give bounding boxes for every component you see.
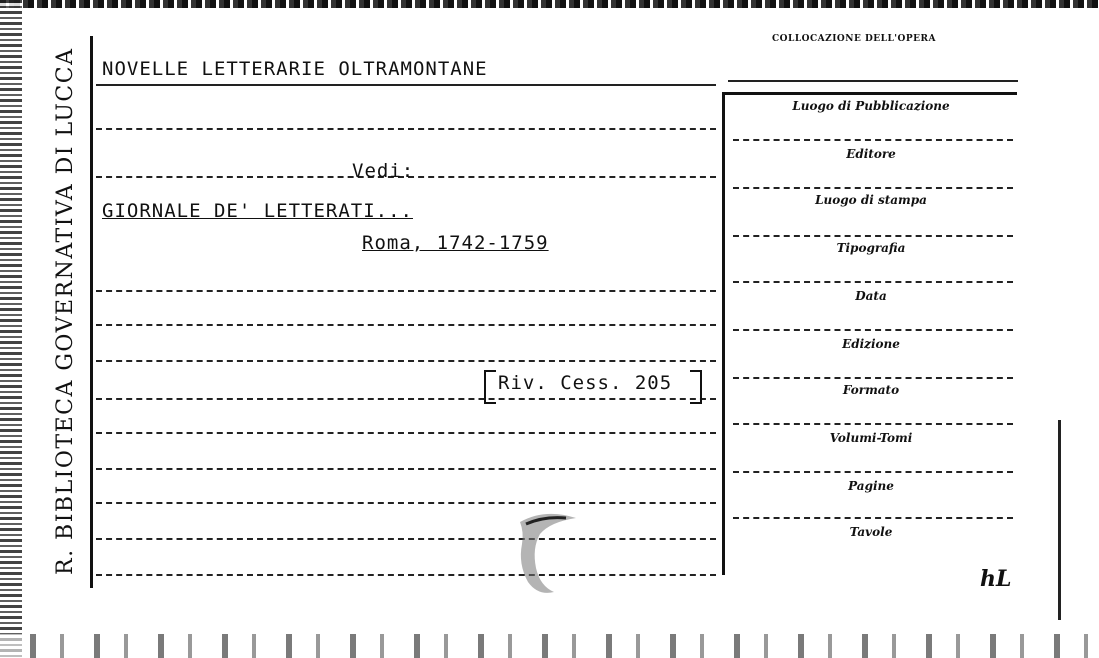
margin-line [90, 36, 93, 588]
right-edge-line [1058, 420, 1061, 620]
field-rule-2 [733, 187, 1013, 189]
card-title: NOVELLE LETTERARIE OLTRAMONTANE [102, 58, 488, 80]
rule-7 [96, 398, 716, 400]
field-volumi-tomi: Volumi-Tomi [829, 431, 913, 445]
reference-title: GIORNALE DE' LETTERATI... [102, 200, 413, 222]
rule-4 [96, 290, 716, 292]
field-data: Data [855, 289, 887, 303]
rule-2 [96, 128, 716, 130]
field-edizione: Edizione [842, 337, 900, 351]
rule-8 [96, 432, 716, 434]
card-bottom-edge [0, 634, 1099, 658]
rule-5 [96, 324, 716, 326]
rule-1 [96, 84, 716, 86]
rule-11 [96, 538, 716, 540]
card-top-edge [0, 0, 1099, 8]
librarian-initials: hL [980, 566, 1012, 592]
field-rule-3 [733, 235, 1013, 237]
see-label: Vedi: [352, 160, 415, 182]
field-rule-8 [733, 471, 1013, 473]
field-rule-5 [733, 329, 1013, 331]
field-rule-9 [733, 517, 1013, 519]
rule-9 [96, 468, 716, 470]
collocation-header: COLLOCAZIONE DELL'OPERA [772, 34, 936, 44]
field-rule-1 [733, 139, 1013, 141]
field-rule-4 [733, 281, 1013, 283]
rule-10 [96, 502, 716, 504]
field-rule-6 [733, 377, 1013, 379]
card-left-edge [0, 0, 22, 658]
field-formato: Formato [842, 383, 900, 397]
reference-place-date: Roma, 1742-1759 [362, 232, 549, 254]
field-tipografia: Tipografia [836, 241, 906, 255]
stamp-bracket-right [690, 370, 702, 404]
rule-12 [96, 574, 716, 576]
field-luogo-pubblicazione: Luogo di Pubblicazione [792, 99, 950, 113]
rule-right-top [728, 80, 1018, 82]
field-luogo-stampa: Luogo di stampa [815, 193, 927, 207]
publication-fields-panel [722, 92, 1017, 575]
field-editore: Editore [846, 147, 896, 161]
rule-6 [96, 360, 716, 362]
library-name: R. BIBLIOTECA GOVERNATIVA DI LUCCA [53, 47, 78, 575]
field-tavole: Tavole [849, 525, 893, 539]
field-rule-7 [733, 423, 1013, 425]
punch-hole-mark [510, 508, 580, 598]
shelf-stamp: Riv. Cess. 205 [498, 372, 673, 394]
stamp-bracket-left [484, 370, 496, 404]
field-pagine: Pagine [848, 479, 894, 493]
